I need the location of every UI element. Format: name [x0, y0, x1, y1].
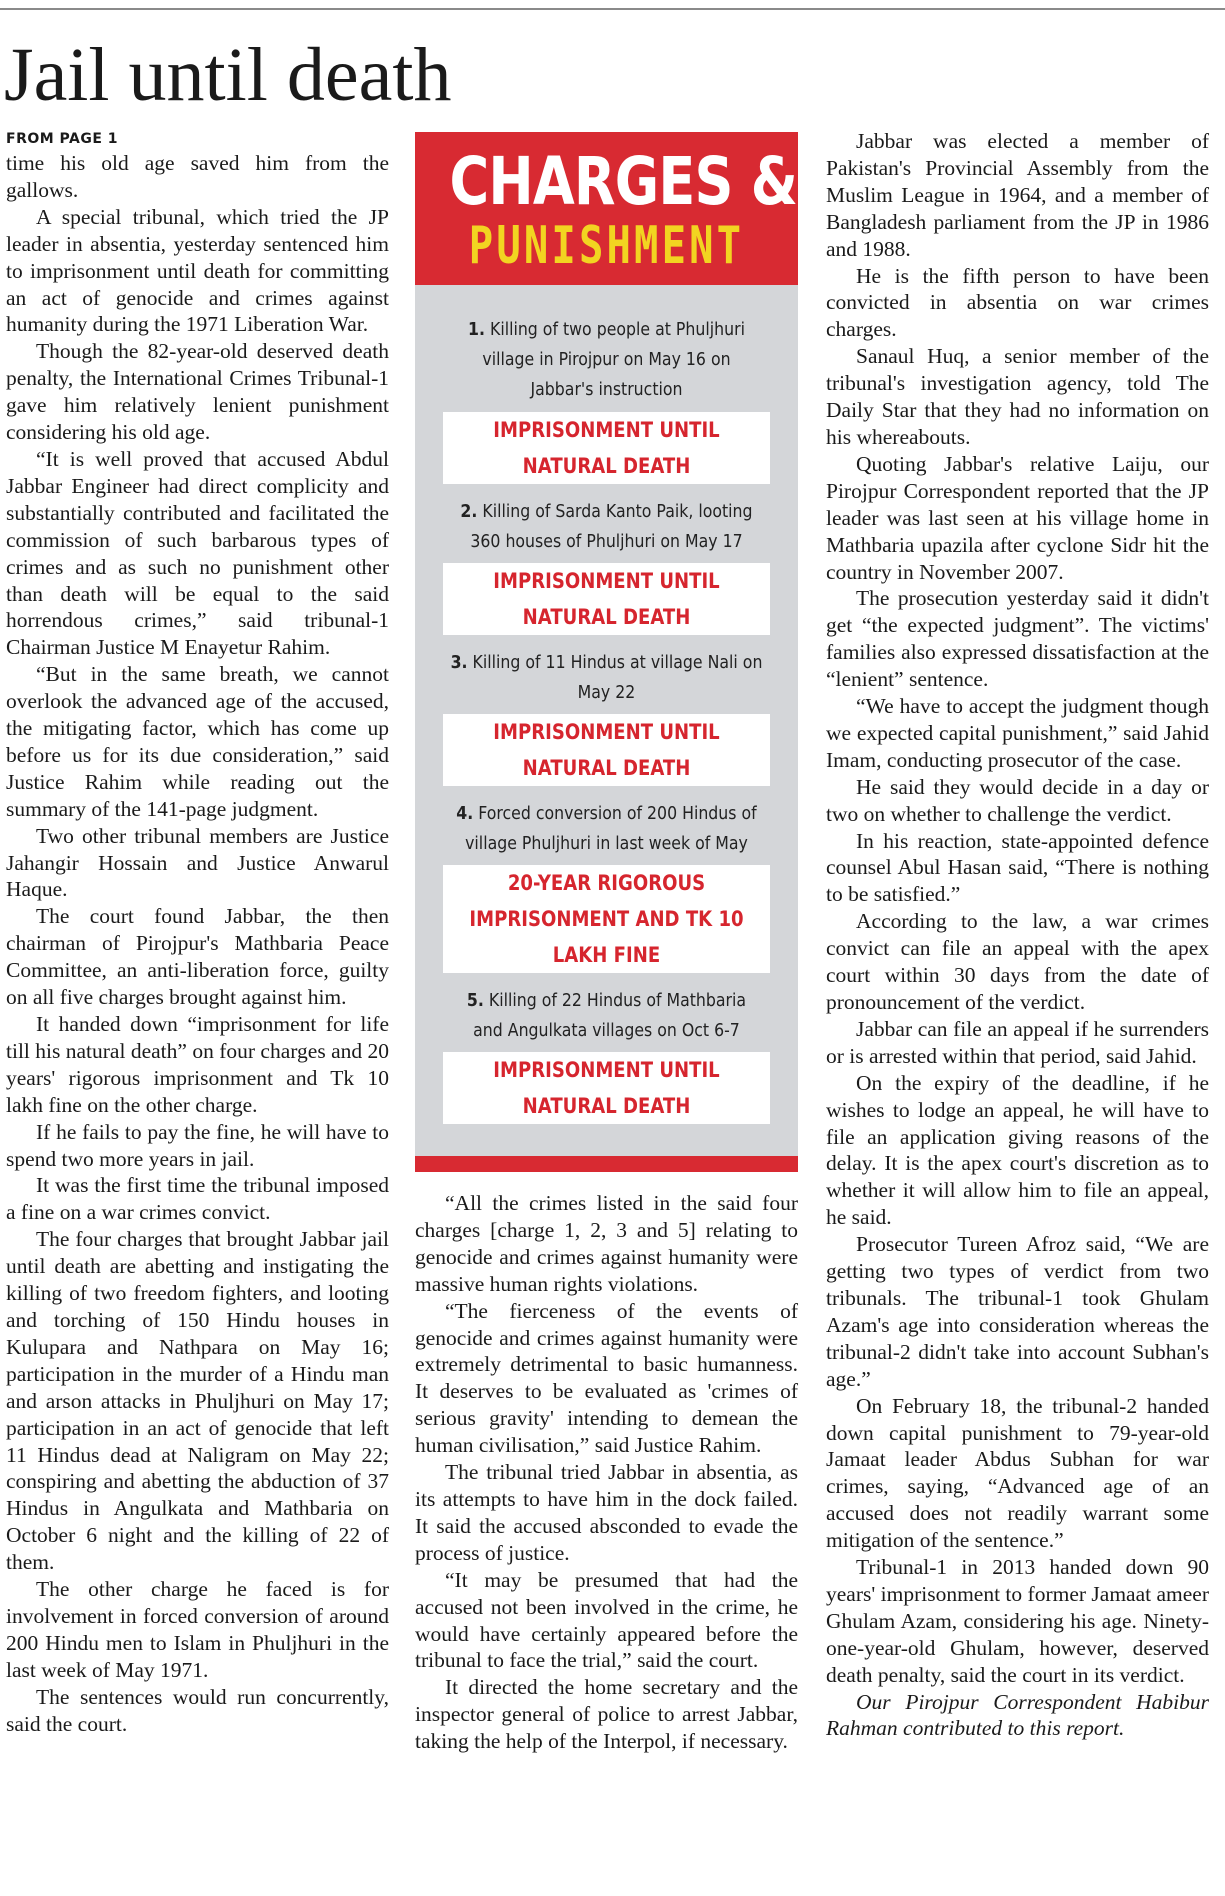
- paragraph: It was the first time the tribunal imposed a fine on a war crimes convict.: [6, 1173, 389, 1225]
- verdict-text: IMPRISONMENT UNTIL NATURAL DEATH: [493, 1058, 720, 1118]
- paragraph: “The fierceness of the events of genocide and crimes against humanity were extremely detrimental to basic humanness. It deserves to be evaluated as 'crimes of serious gravity' intending to demean the human civilisation,” said Justice Rahim.: [415, 1298, 798, 1458]
- sidebar-title-line1: CHARGES &: [449, 143, 798, 220]
- paragraph: According to the law, a war crimes convict can file an appeal with the apex court within 30 days from the date of pronouncement of the verdict.: [826, 909, 1209, 1014]
- article-column-3: [826, 128, 1209, 1742]
- paragraph: “It is well proved that accused Abdul Jabbar Engineer had direct complicity and substantially contributed and facilitated the commission of such barbarous types of crimes and as such no punishment other than death will be equal to the said horrendous crimes,” said tribunal-1 Chairman Justice M Enayetur Rahim.: [6, 446, 389, 660]
- sidebar-banner: [415, 132, 798, 285]
- charge-item: [450, 648, 762, 708]
- paragraph: The other charge he faced is for involvement in forced conversion of around 200 Hindu men to Islam in Phuljhuri in the last week of May 1971.: [6, 1577, 389, 1682]
- sidebar-bottom-bar: [415, 1156, 798, 1172]
- charge-item: [450, 799, 762, 859]
- verdict-box: [443, 1052, 770, 1124]
- paragraph: The tribunal tried Jabbar in absentia, as its attempts to have him in the dock failed. It said the accused absconded to evade the process of justice.: [415, 1460, 798, 1565]
- charge-text: Killing of two people at Phuljhuri village in Pirojpur on May 16 on Jabbar's instruction: [482, 320, 745, 400]
- verdict-text: IMPRISONMENT UNTIL NATURAL DEATH: [493, 418, 720, 478]
- paragraph: “But in the same breath, we cannot overlook the advanced age of the accused, the mitigating factor, which has come up before us for its due consideration,” said Justice Rahim while reading out the summary of the 141-page judgment.: [6, 662, 389, 821]
- contributor-note: Our Pirojpur Correspondent Habibur Rahman contributed to this report.: [826, 1689, 1209, 1741]
- paragraph: In his reaction, state-appointed defence counsel Abul Hasan said, “There is nothing to be satisfied.”: [826, 828, 1209, 907]
- paragraph: It handed down “imprisonment for life till his natural death” on four charges and 20 years' rigorous imprisonment and Tk 10 lakh fine on the other charge.: [6, 1012, 389, 1117]
- charge-number: 2.: [460, 502, 478, 522]
- sidebar-title-line2: PUNISHMENT: [468, 216, 745, 276]
- paragraph: Quoting Jabbar's relative Laiju, our Pirojpur Correspondent reported that the JP leader was last seen at his village home in Mathbaria upazila after cyclone Sidr hit the country in November 2007.: [826, 451, 1209, 584]
- paragraph: The prosecution yesterday said it didn't get “the expected judgment”. The victims' families also expressed dissatisfaction at the “lenient” sentence.: [826, 586, 1209, 692]
- paragraph: Two other tribunal members are Justice Jahangir Hossain and Justice Anwarul Haque.: [6, 823, 389, 902]
- verdict-text: IMPRISONMENT UNTIL NATURAL DEATH: [493, 569, 720, 629]
- paragraph: On February 18, the tribunal-2 handed down capital punishment to 79-year-old Jamaat leader Abdus Subhan for war crimes, saying, “Advanced age of an accused does not readily warrant some mitigation of the sentence.”: [826, 1393, 1209, 1553]
- verdict-box: [443, 563, 770, 635]
- verdict-box: [443, 714, 770, 786]
- charges-sidebar: [415, 132, 798, 1172]
- charge-number: 4.: [456, 804, 474, 824]
- paragraph: “It may be presumed that had the accused not been involved in the crime, he would have certainly appeared before the tribunal to face the trial,” said the court.: [415, 1567, 798, 1673]
- verdict-box: [443, 865, 770, 973]
- paragraph: A special tribunal, which tried the JP leader in absentia, yesterday sentenced him to imprisonment until death for committing an act of genocide and crimes against humanity during the 1971 Liberation War.: [6, 204, 389, 337]
- charge-number: 3.: [450, 653, 468, 673]
- verdict-box: [443, 412, 770, 484]
- paragraph: He said they would decide in a day or two on whether to challenge the verdict.: [826, 774, 1209, 826]
- paragraph: On the expiry of the deadline, if he wishes to lodge an appeal, he will have to file an application giving reasons of the delay. It is the apex court's discretion as to whether it will allow him to file an appeal, he said.: [826, 1070, 1209, 1230]
- paragraph: The sentences would run concurrently, said the court.: [6, 1684, 389, 1736]
- paragraph: The four charges that brought Jabbar jail until death are abetting and instigating the killing of two freedom fighters, and looting and torching of 150 Hindu houses in Kulupara and Nathpara on May 16; participation in the murder of a Hindu man and arson attacks in Phuljhuri on May 17; participation in an act of genocide that left 11 Hindus dead at Naligram on May 22; conspiring and abetting the abduction of 37 Hindus in Angulkata and Mathbaria on October 6 night and the killing of 22 of them.: [6, 1227, 389, 1575]
- verdict-text: 20-YEAR RIGOROUS IMPRISONMENT AND TK 10 LAKH FINE: [469, 871, 744, 967]
- charge-item: [450, 986, 762, 1046]
- paragraph: “All the crimes listed in the said four charges [charge 1, 2, 3 and 5] relating to genocide and crimes against humanity were massive human rights violations.: [415, 1191, 798, 1296]
- charge-number: 1.: [468, 320, 485, 340]
- verdict-text: IMPRISONMENT UNTIL NATURAL DEATH: [493, 720, 720, 780]
- paragraph: The court found Jabbar, the then chairman of Pirojpur's Mathbaria Peace Committee, an anti-liberation force, guilty on all five charges brought against him.: [6, 904, 389, 1010]
- charge-text: Forced conversion of 200 Hindus of village Phuljhuri in last week of May: [465, 804, 757, 854]
- paragraph: “We have to accept the judgment though we expected capital punishment,” said Jahid Imam, conducting prosecutor of the case.: [826, 694, 1209, 772]
- paragraph: He is the fifth person to have been convicted in absentia on war crimes charges.: [826, 263, 1209, 342]
- paragraph: Tribunal-1 in 2013 handed down 90 years' imprisonment to former Jamaat ameer Ghulam Azam, considering his age. Ninety-one-year-old Ghulam, however, deserved death penalty, said the court in its verdict.: [826, 1555, 1209, 1687]
- top-rule: [0, 8, 1225, 10]
- paragraph: It directed the home secretary and the inspector general of police to arrest Jabbar, taking the help of the Interpol, if necessary.: [415, 1675, 798, 1754]
- charge-number: 5.: [466, 991, 484, 1011]
- headline: Jail until death: [4, 33, 452, 117]
- paragraph: Prosecutor Tureen Afroz said, “We are getting two types of verdict from two tribunals. The tribunal-1 took Ghulam Azam's age into consideration whereas the tribunal-2 didn't take into account Subhan's age.”: [826, 1232, 1209, 1391]
- paragraph: Jabbar was elected a member of Pakistan's Provincial Assembly from the Muslim League in 1964, and a member of Bangladesh parliament from the JP in 1986 and 1988.: [826, 129, 1209, 261]
- charge-text: Killing of 22 Hindus of Mathbaria and Angulkata villages on Oct 6-7: [473, 991, 747, 1041]
- charge-text: Killing of Sarda Kanto Paik, looting 360 houses of Phuljhuri on May 17: [470, 502, 753, 552]
- charge-item: [450, 497, 762, 557]
- charge-item: [450, 315, 762, 405]
- charge-text: Killing of 11 Hindus at village Nali on May 22: [472, 653, 763, 703]
- paragraph: Though the 82-year-old deserved death penalty, the International Crimes Tribunal-1 gave him relatively lenient punishment considering his old age.: [6, 339, 389, 445]
- paragraph: Sanaul Huq, a senior member of the tribunal's investigation agency, told The Daily Star that they had no information on his whereabouts.: [826, 344, 1209, 449]
- jump-label: FROM PAGE 1: [6, 131, 119, 147]
- article-column-1: [6, 130, 389, 1737]
- paragraph: Jabbar can file an appeal if he surrenders or is arrested within that period, said Jahid.: [826, 1016, 1209, 1068]
- paragraph: If he fails to pay the fine, he will have to spend two more years in jail.: [6, 1119, 389, 1171]
- article-column-2: [415, 1190, 798, 1755]
- paragraph: time his old age saved him from the gallows.: [6, 151, 389, 202]
